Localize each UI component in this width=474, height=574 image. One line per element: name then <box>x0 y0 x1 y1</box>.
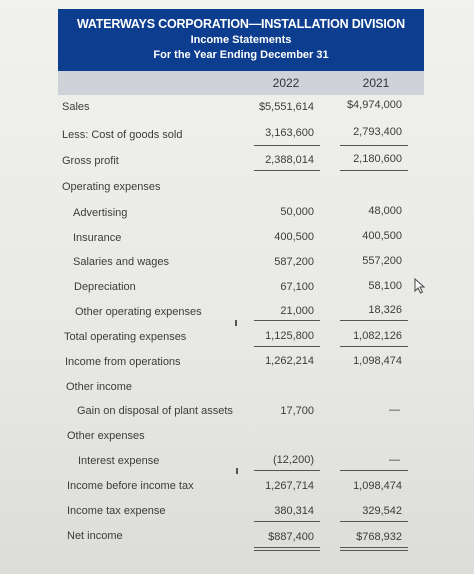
interest-tick <box>236 468 238 474</box>
row-label-other-income: Other income <box>66 381 133 393</box>
other-opex-tick <box>235 320 237 326</box>
statement-subtitle: Income Statements <box>190 34 292 46</box>
row-label-other-expenses: Other expenses <box>67 430 145 442</box>
gross-2021-underline <box>340 170 408 171</box>
statement-period: For the Year Ending December 31 <box>153 49 329 61</box>
cogs-2021: 2,793,400 <box>353 126 402 138</box>
cogs-2022: 3,163,600 <box>265 127 314 139</box>
net-income-2021: $768,932 <box>356 531 402 543</box>
other-opex-2021: 18,326 <box>368 304 402 316</box>
tax-2022: 380,314 <box>274 505 314 517</box>
advertising-2021: 48,000 <box>368 205 402 217</box>
row-label-depreciation: Depreciation <box>74 281 136 293</box>
depreciation-2022: 67,100 <box>280 281 314 293</box>
insurance-2022: 400,500 <box>274 231 314 243</box>
row-label-salaries: Salaries and wages <box>73 256 170 268</box>
net-income-2021-double-underline-bottom <box>340 550 408 551</box>
total-opex-2022: 1,125,800 <box>265 330 314 342</box>
row-label-other-operating-expenses: Other operating expenses <box>75 306 202 318</box>
cogs-2022-underline <box>254 145 320 146</box>
row-label-insurance: Insurance <box>73 232 122 244</box>
interest-2022-underline <box>254 470 320 471</box>
row-label-net-income: Net income <box>67 530 123 542</box>
net-income-2022: $887,400 <box>268 531 314 543</box>
total-opex-2021: 1,082,126 <box>353 330 402 342</box>
statement-header <box>58 9 424 71</box>
insurance-2021: 400,500 <box>362 230 402 242</box>
interest-2021-underline <box>340 470 408 471</box>
income-ops-2021: 1,098,474 <box>353 355 402 367</box>
income-ops-2022: 1,262,214 <box>265 355 314 367</box>
company-title: WATERWAYS CORPORATION—INSTALLATION DIVISION <box>77 17 405 31</box>
row-label-income-before-tax: Income before income tax <box>67 480 194 492</box>
row-label-operating-expenses: Operating expenses <box>62 181 161 193</box>
net-income-2021-double-underline-top <box>340 547 408 548</box>
interest-2021: — <box>389 454 400 466</box>
gross-2022-underline <box>254 170 320 171</box>
tax-2022-underline <box>254 521 320 522</box>
row-label-gross-profit: Gross profit <box>62 155 119 167</box>
gross-2021: 2,180,600 <box>353 153 402 165</box>
total-opex-2022-underline <box>254 346 320 347</box>
row-label-total-operating-expenses: Total operating expenses <box>64 331 187 343</box>
gain-disposal-2022: 17,700 <box>280 405 314 417</box>
cogs-2021-underline <box>340 145 408 146</box>
row-label-gain-on-disposal: Gain on disposal of plant assets <box>77 405 233 417</box>
total-opex-2021-underline <box>340 346 408 347</box>
gross-2022: 2,388,014 <box>265 154 314 166</box>
net-income-2022-double-underline-bottom <box>254 550 320 551</box>
other-opex-2022-underline <box>254 320 320 321</box>
income-before-tax-2022: 1,267,714 <box>265 480 314 492</box>
row-label-interest-expense: Interest expense <box>78 455 160 467</box>
mouse-pointer-icon <box>414 278 426 297</box>
year-2022-header: 2022 <box>272 76 300 90</box>
other-opex-2022: 21,000 <box>280 305 314 317</box>
net-income-2022-double-underline-top <box>254 547 320 548</box>
sales-2022: $5,551,614 <box>258 101 314 113</box>
depreciation-2021: 58,100 <box>368 280 402 292</box>
tax-2021-underline <box>340 521 408 522</box>
gain-disposal-2021: — <box>389 404 400 416</box>
row-label-income-from-operations: Income from operations <box>65 356 181 368</box>
row-label-cogs: Less: Cost of goods sold <box>62 129 183 141</box>
tax-2021: 329,542 <box>362 505 402 517</box>
row-label-income-tax-expense: Income tax expense <box>67 505 166 517</box>
salaries-2022: 587,200 <box>274 256 314 268</box>
row-label-advertising: Advertising <box>73 207 128 219</box>
row-label-sales: Sales <box>62 101 90 113</box>
salaries-2021: 557,200 <box>362 255 402 267</box>
interest-2022: (12,200) <box>273 454 314 466</box>
sales-2021: $4,974,000 <box>346 99 402 111</box>
other-opex-2021-underline <box>340 320 408 321</box>
income-before-tax-2021: 1,098,474 <box>353 480 402 492</box>
year-2021-header: 2021 <box>362 76 390 90</box>
advertising-2022: 50,000 <box>280 206 314 218</box>
